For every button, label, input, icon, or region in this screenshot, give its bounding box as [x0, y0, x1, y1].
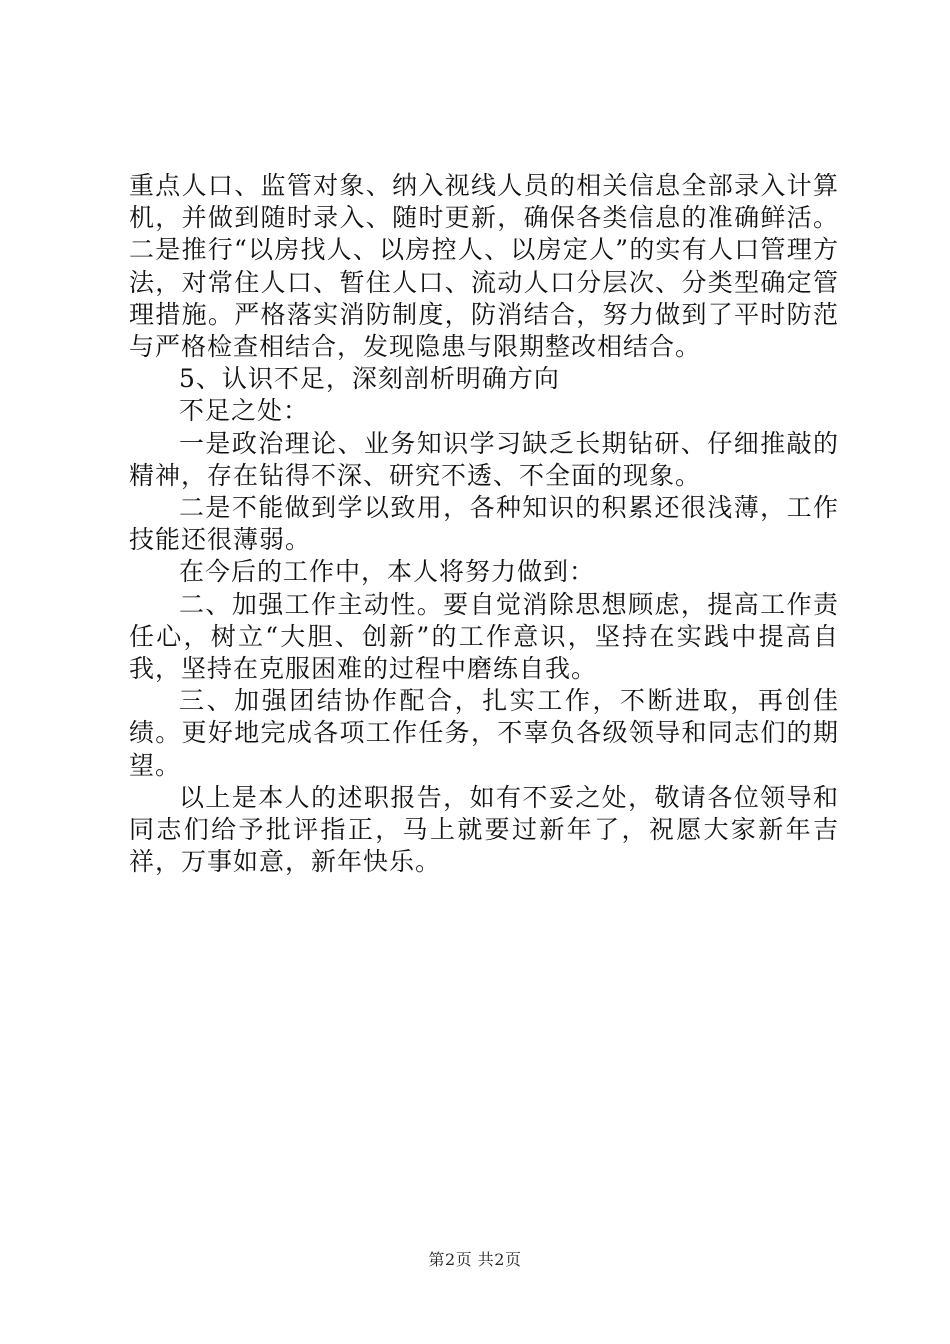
paragraph-future-3: 三、加强团结协作配合，扎实工作，不断进取，再创佳绩。更好地完成各项工作任务，不辜负各级领导和同志们的期望。: [129, 686, 839, 780]
paragraph-shortcoming-1: 一是政治理论、业务知识学习缺乏长期钻研、仔细推敲的精神，存在钻得不深、研究不透、不全面的现象。: [129, 428, 839, 490]
section-heading: 5、认识不足，深刻剖析明确方向: [179, 364, 560, 394]
paragraph-future-2: 二、加强工作主动性。要自觉消除思想顾虑，提高工作责任心，树立“大胆、创新”的工作意识，坚持在实践中提高自我，坚持在克服困难的过程中磨练自我。: [129, 589, 839, 684]
page-number-footer: 第2页 共2页: [428, 1250, 522, 1269]
document-body: [129, 170, 839, 878]
paragraph-future-intro: 在今后的工作中，本人将努力做到：: [179, 557, 596, 587]
paragraph-shortcoming-2: 二是不能做到学以致用，各种知识的积累还很浅薄，工作技能还很薄弱。: [129, 493, 839, 555]
paragraph-continuation: 重点人口、监管对象、纳入视线人员的相关信息全部录入计算机，并做到随时录入、随时更新，确保各类信息的准确鲜活。二是推行“以房找人、以房控人、以房定人”的实有人口管理方法，对常住人口、暂住人口、流动人口分层次、分类型确定管理措施。严格落实消防制度，防消结合，努力做到了平时防范与严格检查相结合，发现隐患与限期整改相结合。: [129, 171, 839, 362]
paragraph-shortcomings-label: 不足之处：: [179, 396, 310, 426]
paragraph-closing: 以上是本人的述职报告，如有不妥之处，敬请各位领导和同志们给予批评指正，马上就要过新年了，祝愿大家新年吉祥，万事如意，新年快乐。: [129, 782, 839, 877]
